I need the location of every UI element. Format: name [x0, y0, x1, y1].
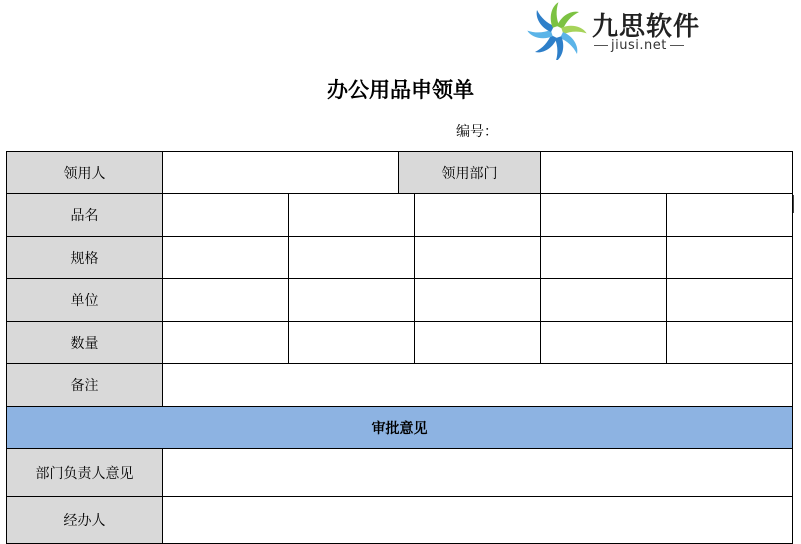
- item-name-cell[interactable]: [415, 194, 541, 237]
- department-label: 领用部门: [399, 152, 541, 194]
- item-name-cell[interactable]: [667, 194, 793, 237]
- item-name-cell[interactable]: [163, 194, 289, 237]
- dept-head-opinion-cell[interactable]: [163, 449, 793, 497]
- unit-cell[interactable]: [289, 279, 415, 322]
- requisition-form-table: [6, 151, 793, 544]
- specification-label: 规格: [7, 237, 163, 279]
- quantity-cell[interactable]: [667, 322, 793, 364]
- quantity-cell[interactable]: [541, 322, 667, 364]
- document-title: 办公用品申领单: [327, 77, 474, 102]
- unit-label: 单位: [7, 279, 163, 322]
- unit-cell[interactable]: [163, 279, 289, 322]
- item-name-label: 品名: [7, 194, 163, 237]
- quantity-cell[interactable]: [163, 322, 289, 364]
- logo-domain: jiusi.net: [591, 38, 687, 53]
- logo-brand-name: 九思软件: [592, 12, 701, 42]
- item-name-cell[interactable]: [541, 194, 667, 237]
- applicant-input-cell[interactable]: [163, 152, 399, 194]
- applicant-label: 领用人: [7, 152, 163, 194]
- quantity-cell[interactable]: [415, 322, 541, 364]
- item-name-cell[interactable]: [289, 194, 415, 237]
- applicant-row: [7, 152, 793, 194]
- approval-header-row: [7, 407, 793, 449]
- dept-head-opinion-label: 部门负责人意见: [7, 449, 163, 497]
- unit-cell[interactable]: [415, 279, 541, 322]
- quantity-label: 数量: [7, 322, 163, 364]
- specification-cell[interactable]: [415, 237, 541, 279]
- table-row: [7, 279, 793, 322]
- specification-cell[interactable]: [289, 237, 415, 279]
- unit-cell[interactable]: [541, 279, 667, 322]
- approval-section-header: 审批意见: [7, 407, 793, 449]
- quantity-cell[interactable]: [289, 322, 415, 364]
- pinwheel-logo-icon: [527, 2, 587, 60]
- dept-head-row: [7, 449, 793, 497]
- table-row: [7, 194, 793, 237]
- remarks-row: [7, 364, 793, 407]
- department-input-cell[interactable]: [541, 152, 793, 194]
- serial-number-label: 编号：: [456, 124, 498, 140]
- unit-cell[interactable]: [667, 279, 793, 322]
- handler-input-cell[interactable]: [163, 497, 793, 544]
- specification-cell[interactable]: [163, 237, 289, 279]
- handler-label: 经办人: [7, 497, 163, 544]
- jiusi-logo: [527, 2, 707, 60]
- handler-row: [7, 497, 793, 544]
- specification-cell[interactable]: [541, 237, 667, 279]
- table-row: [7, 237, 793, 279]
- specification-cell[interactable]: [667, 237, 793, 279]
- remarks-input-cell[interactable]: [163, 364, 793, 407]
- remarks-label: 备注: [7, 364, 163, 407]
- table-row: [7, 322, 793, 364]
- text-cursor: [793, 195, 794, 213]
